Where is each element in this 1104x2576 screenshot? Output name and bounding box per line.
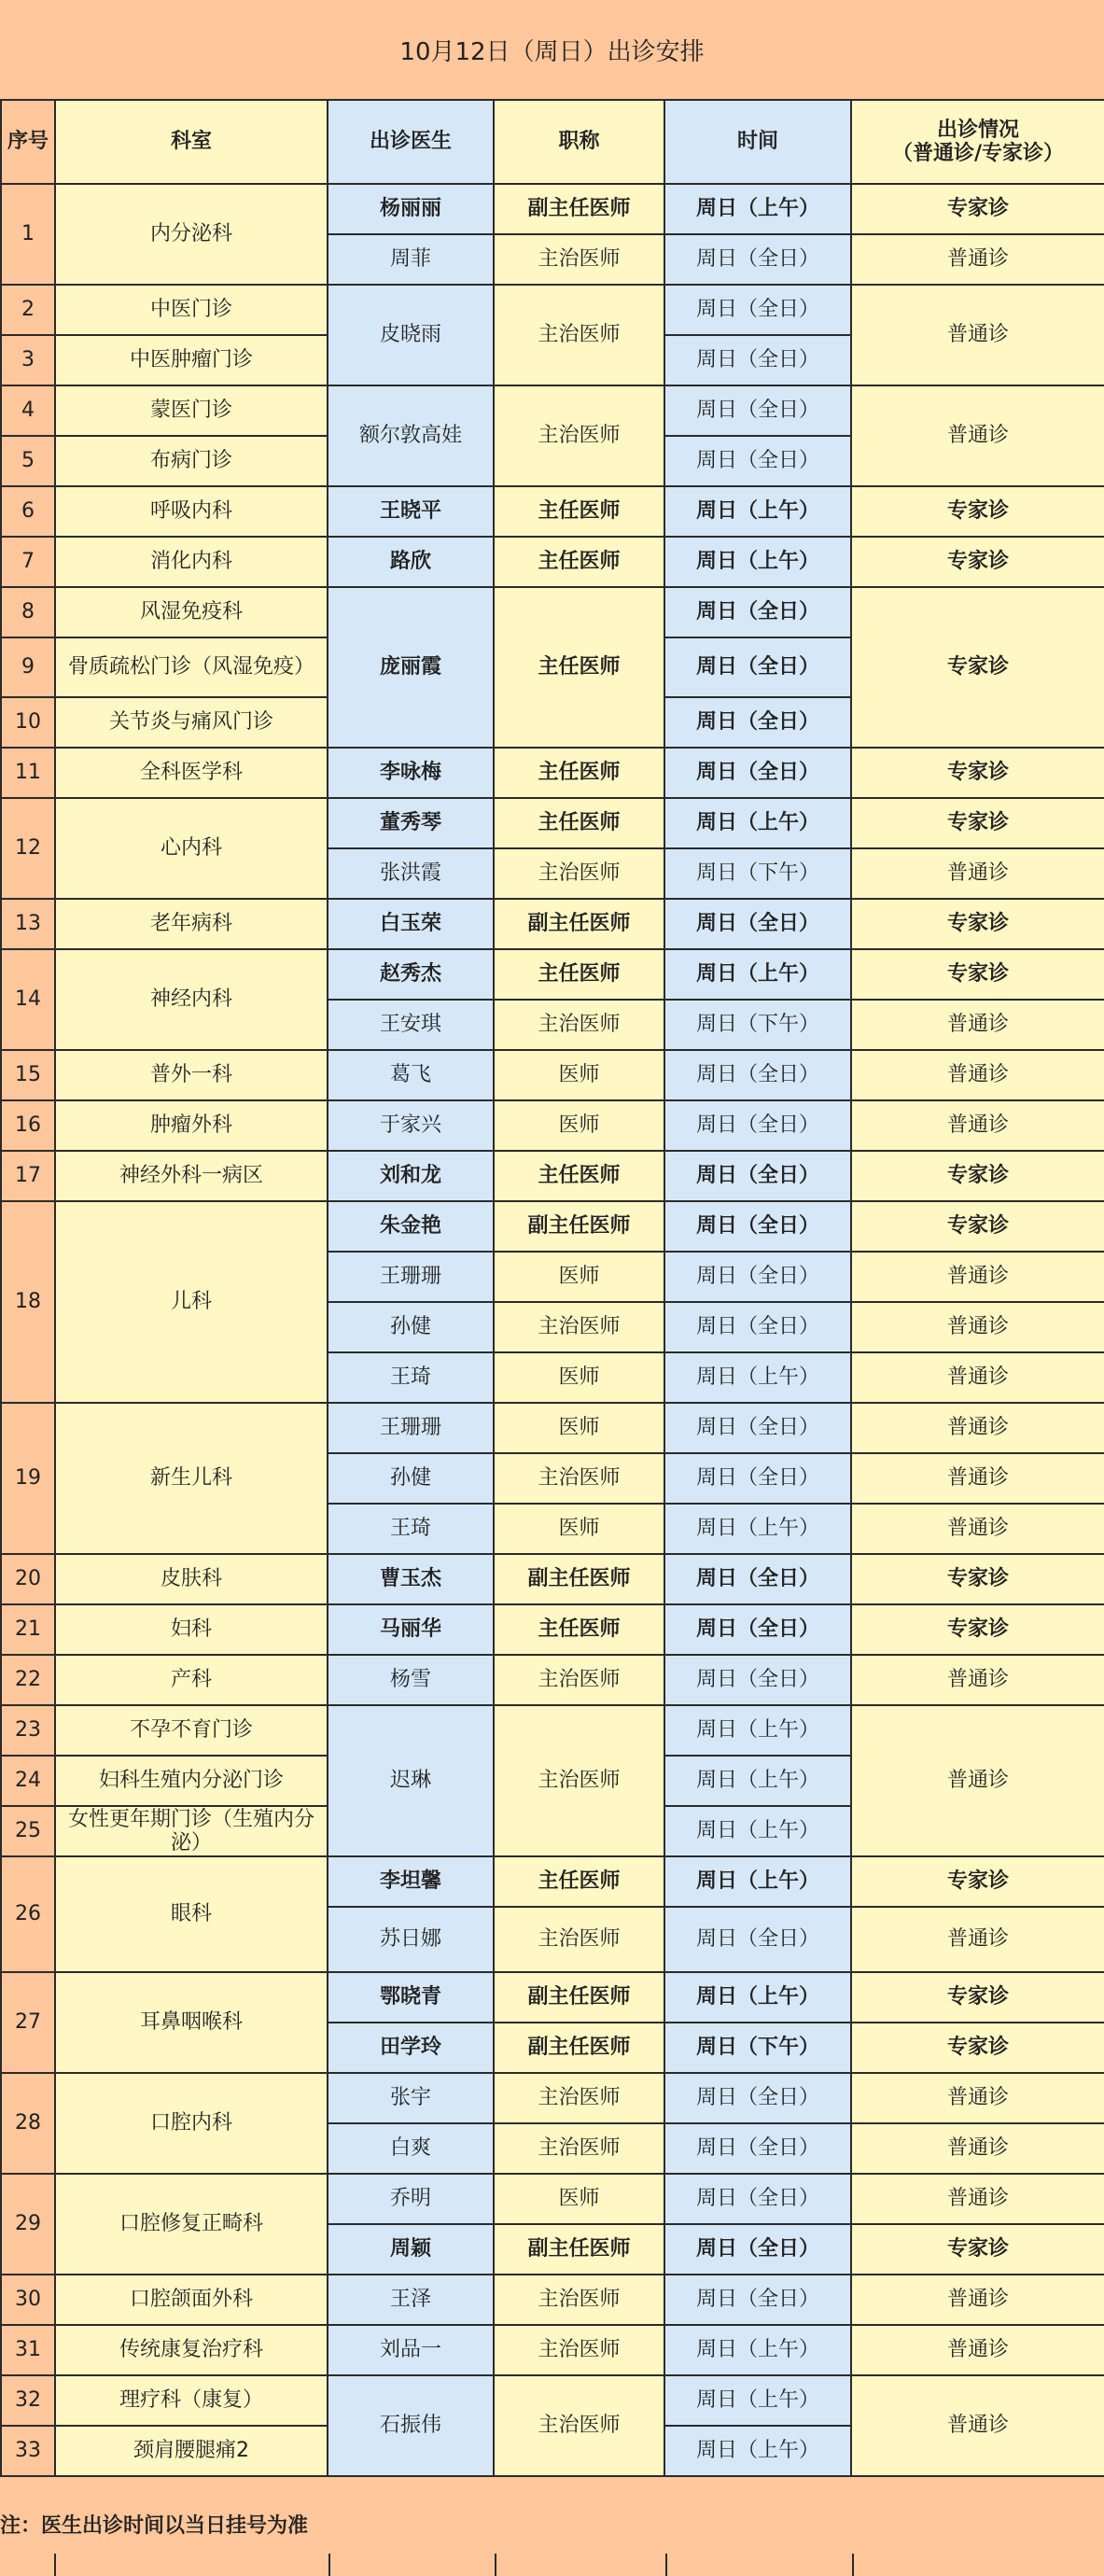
- time-cell: 周日（全日）: [664, 385, 851, 436]
- doctor-title-cell: 主任医师: [494, 748, 664, 798]
- doctor-name-cell: 王泽: [328, 2275, 494, 2325]
- doctor-name-cell: 田学玲: [328, 2023, 494, 2073]
- doctor-name-cell: 鄂晓青: [328, 1972, 494, 2023]
- doctor-title-cell: 主治医师: [494, 2275, 664, 2325]
- time-cell: 周日（上午）: [664, 184, 851, 234]
- doctor-name-cell: 王安琪: [328, 1000, 494, 1050]
- table-row: [1, 798, 1104, 848]
- doctor-name-cell: 额尔敦高娃: [328, 385, 494, 486]
- time-cell: 周日（全日）: [664, 899, 851, 949]
- time-cell: 周日（上午）: [664, 2325, 851, 2375]
- department-cell: 产科: [55, 1655, 328, 1705]
- visit-type-cell: 专家诊: [851, 184, 1104, 234]
- visit-type-cell: 普通诊: [851, 1302, 1104, 1352]
- doctor-title-cell: 主治医师: [494, 2123, 664, 2174]
- visit-type-cell: 普通诊: [851, 2123, 1104, 2174]
- table-row: [1, 2073, 1104, 2123]
- doctor-title-cell: 主治医师: [494, 385, 664, 486]
- doctor-title-cell: 主治医师: [494, 2073, 664, 2123]
- visit-type-cell: 普通诊: [851, 1352, 1104, 1403]
- department-cell: 不孕不育门诊: [55, 1705, 328, 1756]
- bottom-strip: [0, 2554, 1104, 2576]
- doctor-name-cell: 乔明: [328, 2174, 494, 2224]
- doctor-title-cell: 主任医师: [494, 1604, 664, 1655]
- doctor-name-cell: 李坦馨: [328, 1856, 494, 1907]
- table-row: [1, 1050, 1104, 1100]
- department-cell: 风湿免疫科: [55, 587, 328, 637]
- row-number: 24: [1, 1756, 55, 1806]
- doctor-title-cell: 副主任医师: [494, 1201, 664, 1252]
- row-number: 11: [1, 748, 55, 798]
- table-row: [1, 899, 1104, 949]
- visit-type-cell: 专家诊: [851, 1972, 1104, 2023]
- doctor-title-cell: 主任医师: [494, 798, 664, 848]
- row-number: 33: [1, 2426, 55, 2476]
- time-cell: 周日（全日）: [664, 2073, 851, 2123]
- row-number: 18: [1, 1201, 55, 1403]
- time-cell: 周日（上午）: [664, 1705, 851, 1756]
- time-cell: 周日（下午）: [664, 848, 851, 899]
- visit-type-cell: 普通诊: [851, 1000, 1104, 1050]
- page-title: 10月12日（周日）出诊安排: [0, 0, 1104, 101]
- visit-type-cell: 专家诊: [851, 587, 1104, 748]
- table-row: [1, 1655, 1104, 1705]
- header-title: 职称: [494, 100, 664, 184]
- doctor-title-cell: 主治医师: [494, 848, 664, 899]
- row-number: 7: [1, 537, 55, 587]
- doctor-name-cell: 周颖: [328, 2224, 494, 2275]
- row-number: 6: [1, 486, 55, 537]
- row-number: 8: [1, 587, 55, 637]
- doctor-name-cell: 王珊珊: [328, 1252, 494, 1302]
- table-row: [1, 949, 1104, 1000]
- doctor-title-cell: 医师: [494, 1403, 664, 1453]
- visit-type-cell: 普通诊: [851, 2073, 1104, 2123]
- doctor-title-cell: 副主任医师: [494, 2023, 664, 2073]
- department-cell: 女性更年期门诊（生殖内分泌）: [55, 1806, 328, 1856]
- doctor-title-cell: 主治医师: [494, 1655, 664, 1705]
- visit-type-cell: 普通诊: [851, 1504, 1104, 1554]
- department-cell: 心内科: [55, 798, 328, 899]
- time-cell: 周日（全日）: [664, 1201, 851, 1252]
- time-cell: 周日（上午）: [664, 798, 851, 848]
- visit-type-cell: 专家诊: [851, 1554, 1104, 1604]
- time-cell: 周日（下午）: [664, 1000, 851, 1050]
- doctor-name-cell: 苏日娜: [328, 1907, 494, 1972]
- time-cell: 周日（上午）: [664, 2375, 851, 2426]
- doctor-title-cell: 副主任医师: [494, 1554, 664, 1604]
- visit-type-cell: 专家诊: [851, 899, 1104, 949]
- doctor-name-cell: 葛飞: [328, 1050, 494, 1100]
- time-cell: 周日（全日）: [664, 2224, 851, 2275]
- doctor-name-cell: 刘品一: [328, 2325, 494, 2375]
- department-cell: 传统康复治疗科: [55, 2325, 328, 2375]
- doctor-title-cell: 主治医师: [494, 1000, 664, 1050]
- visit-type-cell: 普通诊: [851, 385, 1104, 486]
- row-number: 14: [1, 949, 55, 1050]
- doctor-name-cell: 白爽: [328, 2123, 494, 2174]
- visit-type-cell: 专家诊: [851, 1604, 1104, 1655]
- department-cell: 儿科: [55, 1201, 328, 1403]
- doctor-name-cell: 马丽华: [328, 1604, 494, 1655]
- time-cell: 周日（上午）: [664, 1856, 851, 1907]
- visit-type-cell: 专家诊: [851, 798, 1104, 848]
- doctor-title-cell: 主任医师: [494, 587, 664, 748]
- schedule-body: [1, 184, 1104, 2476]
- table-row: [1, 1972, 1104, 2023]
- visit-type-cell: 普通诊: [851, 1907, 1104, 1972]
- row-number: 20: [1, 1554, 55, 1604]
- department-cell: 中医肿瘤门诊: [55, 335, 328, 385]
- visit-type-cell: 专家诊: [851, 1201, 1104, 1252]
- visit-type-cell: 普通诊: [851, 2375, 1104, 2476]
- department-cell: 新生儿科: [55, 1403, 328, 1554]
- doctor-name-cell: 王珊珊: [328, 1403, 494, 1453]
- doctor-name-cell: 朱金艳: [328, 1201, 494, 1252]
- row-number: 4: [1, 385, 55, 436]
- row-number: 21: [1, 1604, 55, 1655]
- row-number: 2: [1, 285, 55, 335]
- row-number: 27: [1, 1972, 55, 2073]
- row-number: 16: [1, 1100, 55, 1151]
- time-cell: 周日（全日）: [664, 1907, 851, 1972]
- row-number: 19: [1, 1403, 55, 1554]
- doctor-title-cell: 医师: [494, 1050, 664, 1100]
- row-number: 32: [1, 2375, 55, 2426]
- row-number: 26: [1, 1856, 55, 1972]
- time-cell: 周日（全日）: [664, 1655, 851, 1705]
- row-number: 31: [1, 2325, 55, 2375]
- time-cell: 周日（上午）: [664, 1504, 851, 1554]
- doctor-name-cell: 张宇: [328, 2073, 494, 2123]
- doctor-name-cell: 石振伟: [328, 2375, 494, 2476]
- visit-type-cell: 普通诊: [851, 1655, 1104, 1705]
- department-cell: 蒙医门诊: [55, 385, 328, 436]
- department-cell: 神经内科: [55, 949, 328, 1050]
- department-cell: 普外一科: [55, 1050, 328, 1100]
- doctor-title-cell: 主任医师: [494, 1856, 664, 1907]
- time-cell: 周日（全日）: [664, 436, 851, 486]
- doctor-name-cell: 杨雪: [328, 1655, 494, 1705]
- doctor-name-cell: 张洪霞: [328, 848, 494, 899]
- time-cell: 周日（全日）: [664, 748, 851, 798]
- row-number: 25: [1, 1806, 55, 1856]
- visit-type-cell: 专家诊: [851, 1856, 1104, 1907]
- row-number: 22: [1, 1655, 55, 1705]
- visit-type-cell: 专家诊: [851, 2224, 1104, 2275]
- table-row: [1, 587, 1104, 637]
- table-row: [1, 1403, 1104, 1453]
- department-cell: 全科医学科: [55, 748, 328, 798]
- department-cell: 理疗科（康复）: [55, 2375, 328, 2426]
- time-cell: 周日（全日）: [664, 1050, 851, 1100]
- time-cell: 周日（全日）: [664, 1100, 851, 1151]
- row-number: 1: [1, 184, 55, 285]
- row-number: 17: [1, 1151, 55, 1201]
- visit-type-cell: 专家诊: [851, 486, 1104, 537]
- time-cell: 周日（上午）: [664, 1806, 851, 1856]
- header-doctor: 出诊医生: [328, 100, 494, 184]
- time-cell: 周日（上午）: [664, 537, 851, 587]
- doctor-title-cell: 主治医师: [494, 1705, 664, 1856]
- visit-type-cell: 普通诊: [851, 2325, 1104, 2375]
- doctor-name-cell: 庞丽霞: [328, 587, 494, 748]
- department-cell: 肿瘤外科: [55, 1100, 328, 1151]
- department-cell: 老年病科: [55, 899, 328, 949]
- doctor-title-cell: 主任医师: [494, 949, 664, 1000]
- header-department: 科室: [55, 100, 328, 184]
- visit-type-cell: 普通诊: [851, 1050, 1104, 1100]
- visit-type-cell: 普通诊: [851, 234, 1104, 285]
- doctor-title-cell: 医师: [494, 1100, 664, 1151]
- row-number: 30: [1, 2275, 55, 2325]
- visit-type-cell: 专家诊: [851, 748, 1104, 798]
- doctor-name-cell: 李咏梅: [328, 748, 494, 798]
- doctor-name-cell: 王晓平: [328, 486, 494, 537]
- doctor-name-cell: 迟琳: [328, 1705, 494, 1856]
- row-number: 5: [1, 436, 55, 486]
- time-cell: 周日（上午）: [664, 949, 851, 1000]
- time-cell: 周日（全日）: [664, 697, 851, 748]
- department-cell: 口腔内科: [55, 2073, 328, 2174]
- row-number: 23: [1, 1705, 55, 1756]
- doctor-name-cell: 王琦: [328, 1352, 494, 1403]
- time-cell: 周日（全日）: [664, 285, 851, 335]
- table-row: [1, 1554, 1104, 1604]
- department-cell: 呼吸内科: [55, 486, 328, 537]
- doctor-title-cell: 医师: [494, 1252, 664, 1302]
- table-row: [1, 2174, 1104, 2224]
- doctor-title-cell: 医师: [494, 1352, 664, 1403]
- time-cell: 周日（上午）: [664, 1972, 851, 2023]
- row-number: 9: [1, 637, 55, 697]
- visit-type-cell: 专家诊: [851, 2023, 1104, 2073]
- table-row: [1, 285, 1104, 335]
- doctor-name-cell: 王琦: [328, 1504, 494, 1554]
- doctor-title-cell: 副主任医师: [494, 899, 664, 949]
- row-number: 12: [1, 798, 55, 899]
- doctor-name-cell: 曹玉杰: [328, 1554, 494, 1604]
- time-cell: 周日（全日）: [664, 2275, 851, 2325]
- table-row: [1, 1705, 1104, 1756]
- table-row: [1, 748, 1104, 798]
- table-row: [1, 486, 1104, 537]
- time-cell: 周日（上午）: [664, 1352, 851, 1403]
- row-number: 15: [1, 1050, 55, 1100]
- department-cell: 布病门诊: [55, 436, 328, 486]
- doctor-name-cell: 杨丽丽: [328, 184, 494, 234]
- time-cell: 周日（全日）: [664, 2123, 851, 2174]
- table-row: [1, 1151, 1104, 1201]
- doctor-name-cell: 皮晓雨: [328, 285, 494, 385]
- doctor-title-cell: 主治医师: [494, 1453, 664, 1504]
- doctor-title-cell: 主治医师: [494, 1302, 664, 1352]
- footer-note: 注：医生出诊时间以当日挂号为准: [0, 2513, 309, 2538]
- time-cell: 周日（全日）: [664, 1403, 851, 1453]
- department-cell: 神经外科一病区: [55, 1151, 328, 1201]
- visit-type-cell: 普通诊: [851, 2174, 1104, 2224]
- department-cell: 骨质疏松门诊（风湿免疫）: [55, 637, 328, 697]
- doctor-name-cell: 周菲: [328, 234, 494, 285]
- table-row: [1, 385, 1104, 436]
- header-status: 出诊情况 （普通诊/专家诊）: [851, 100, 1104, 184]
- department-cell: 口腔修复正畸科: [55, 2174, 328, 2275]
- doctor-name-cell: 董秀琴: [328, 798, 494, 848]
- time-cell: 周日（全日）: [664, 335, 851, 385]
- doctor-title-cell: 副主任医师: [494, 2224, 664, 2275]
- visit-type-cell: 普通诊: [851, 1100, 1104, 1151]
- doctor-title-cell: 主治医师: [494, 285, 664, 385]
- table-row: [1, 184, 1104, 234]
- row-number: 29: [1, 2174, 55, 2275]
- table-row: [1, 1100, 1104, 1151]
- time-cell: 周日（全日）: [664, 1604, 851, 1655]
- department-cell: 颈肩腰腿痛2: [55, 2426, 328, 2476]
- time-cell: 周日（上午）: [664, 486, 851, 537]
- doctor-title-cell: 副主任医师: [494, 184, 664, 234]
- row-number: 13: [1, 899, 55, 949]
- department-cell: 妇科: [55, 1604, 328, 1655]
- row-number: 10: [1, 697, 55, 748]
- doctor-title-cell: 医师: [494, 1504, 664, 1554]
- time-cell: 周日（全日）: [664, 1302, 851, 1352]
- visit-type-cell: 普通诊: [851, 1252, 1104, 1302]
- doctor-title-cell: 副主任医师: [494, 1972, 664, 2023]
- header-time: 时间: [664, 100, 851, 184]
- doctor-name-cell: 白玉荣: [328, 899, 494, 949]
- department-cell: 消化内科: [55, 537, 328, 587]
- visit-type-cell: 专家诊: [851, 949, 1104, 1000]
- doctor-title-cell: 主任医师: [494, 537, 664, 587]
- table-row: [1, 2325, 1104, 2375]
- department-cell: 妇科生殖内分泌门诊: [55, 1756, 328, 1806]
- doctor-name-cell: 赵秀杰: [328, 949, 494, 1000]
- visit-type-cell: 普通诊: [851, 285, 1104, 385]
- table-row: [1, 537, 1104, 587]
- doctor-title-cell: 主治医师: [494, 1907, 664, 1972]
- visit-type-cell: 普通诊: [851, 1403, 1104, 1453]
- table-row: [1, 1201, 1104, 1252]
- table-row: [1, 1856, 1104, 1907]
- time-cell: 周日（全日）: [664, 1252, 851, 1302]
- department-cell: 关节炎与痛风门诊: [55, 697, 328, 748]
- visit-type-cell: 普通诊: [851, 2275, 1104, 2325]
- visit-type-cell: 普通诊: [851, 848, 1104, 899]
- row-number: 3: [1, 335, 55, 385]
- header-row: [1, 100, 1104, 184]
- doctor-title-cell: 主治医师: [494, 234, 664, 285]
- time-cell: 周日（全日）: [664, 1453, 851, 1504]
- header-seq: 序号: [1, 100, 55, 184]
- schedule-table: [0, 99, 1104, 2477]
- time-cell: 周日（下午）: [664, 2023, 851, 2073]
- table-row: [1, 2275, 1104, 2325]
- table-row: [1, 1604, 1104, 1655]
- time-cell: 周日（全日）: [664, 587, 851, 637]
- time-cell: 周日（全日）: [664, 2174, 851, 2224]
- visit-type-cell: 专家诊: [851, 1151, 1104, 1201]
- department-cell: 耳鼻咽喉科: [55, 1972, 328, 2073]
- doctor-name-cell: 于家兴: [328, 1100, 494, 1151]
- time-cell: 周日（上午）: [664, 1756, 851, 1806]
- visit-type-cell: 专家诊: [851, 537, 1104, 587]
- time-cell: 周日（全日）: [664, 1554, 851, 1604]
- doctor-title-cell: 主任医师: [494, 486, 664, 537]
- doctor-title-cell: 主治医师: [494, 2325, 664, 2375]
- time-cell: 周日（全日）: [664, 234, 851, 285]
- time-cell: 周日（全日）: [664, 1151, 851, 1201]
- doctor-title-cell: 主治医师: [494, 2375, 664, 2476]
- row-number: 28: [1, 2073, 55, 2174]
- doctor-name-cell: 刘和龙: [328, 1151, 494, 1201]
- department-cell: 眼科: [55, 1856, 328, 1972]
- time-cell: 周日（全日）: [664, 637, 851, 697]
- doctor-title-cell: 主任医师: [494, 1151, 664, 1201]
- doctor-name-cell: 路欣: [328, 537, 494, 587]
- doctor-name-cell: 孙健: [328, 1453, 494, 1504]
- department-cell: 皮肤科: [55, 1554, 328, 1604]
- doctor-title-cell: 医师: [494, 2174, 664, 2224]
- doctor-name-cell: 孙健: [328, 1302, 494, 1352]
- department-cell: 内分泌科: [55, 184, 328, 285]
- time-cell: 周日（上午）: [664, 2426, 851, 2476]
- department-cell: 口腔颌面外科: [55, 2275, 328, 2325]
- department-cell: 中医门诊: [55, 285, 328, 335]
- table-row: [1, 2375, 1104, 2426]
- visit-type-cell: 普通诊: [851, 1453, 1104, 1504]
- visit-type-cell: 普通诊: [851, 1705, 1104, 1856]
